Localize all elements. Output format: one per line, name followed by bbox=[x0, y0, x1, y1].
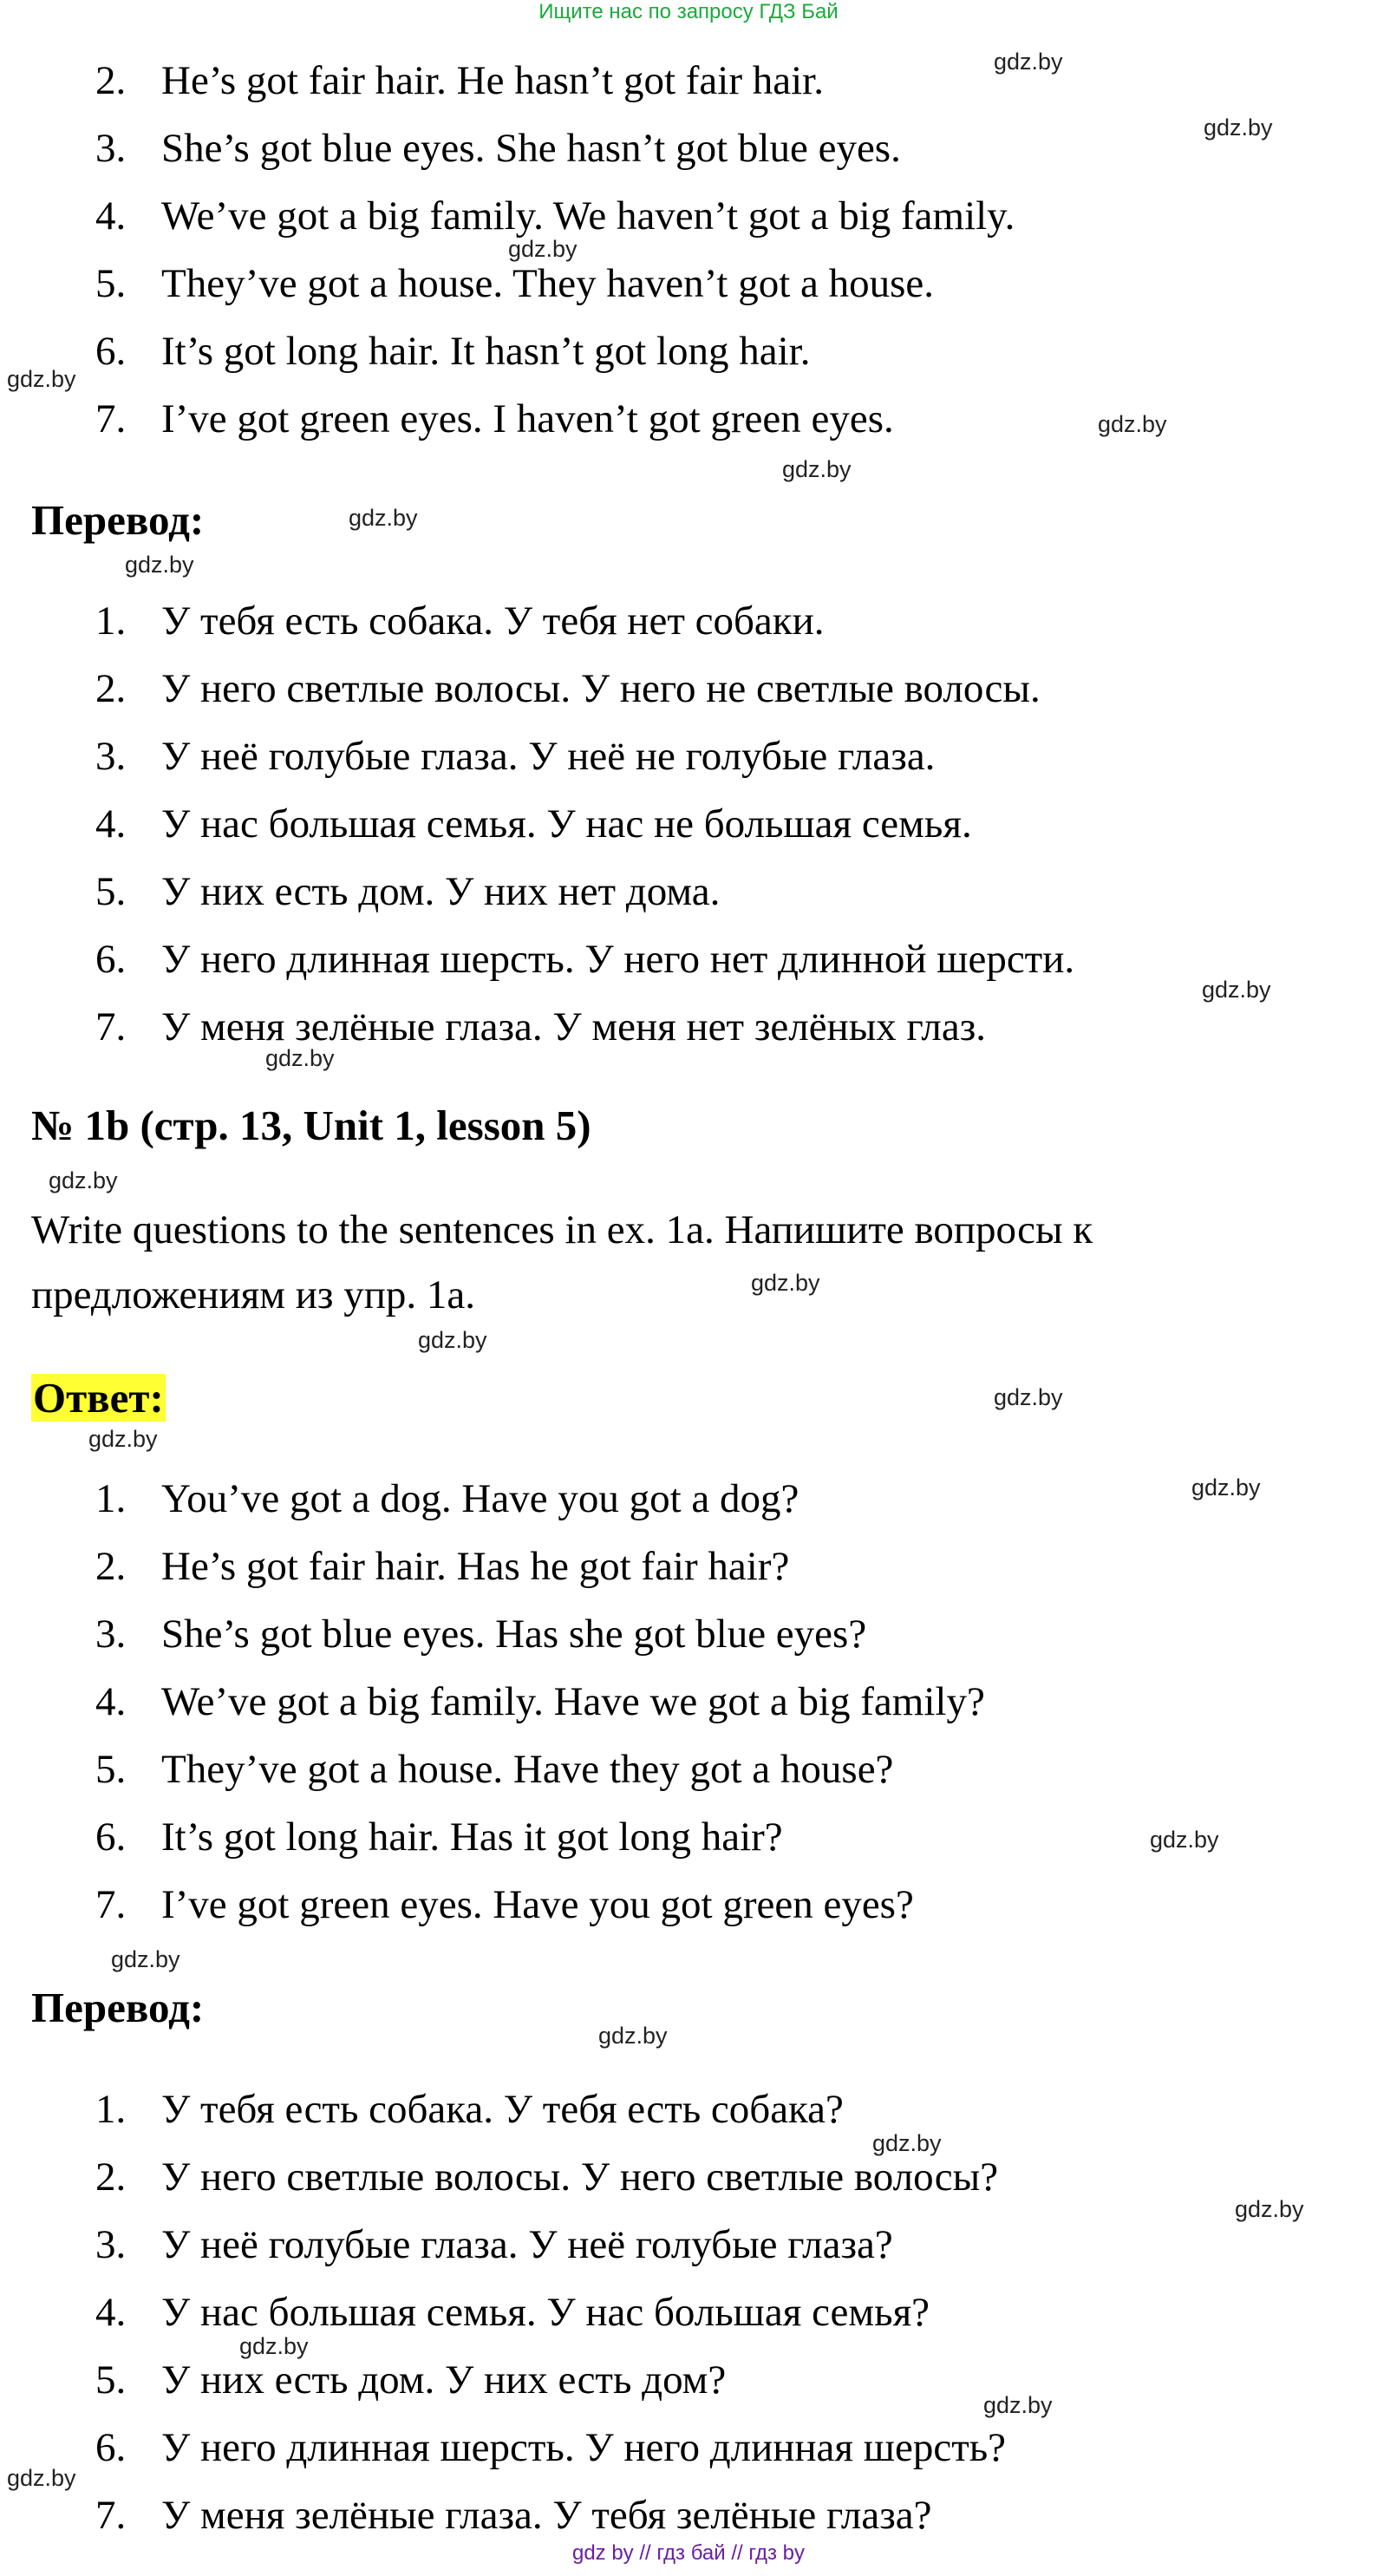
list-item bbox=[0, 1871, 1377, 1939]
answer-heading bbox=[31, 1372, 166, 1424]
item-text: I’ve got green eyes. I haven’t got green eyes. bbox=[161, 396, 894, 441]
item-text: You’ve got a dog. Have you got a dog? bbox=[161, 1476, 799, 1521]
watermark: gdz.by bbox=[349, 505, 418, 531]
top-list bbox=[0, 47, 1377, 453]
list-item bbox=[0, 2143, 1377, 2211]
item-number: 5. bbox=[95, 869, 127, 914]
item-number: 2. bbox=[95, 2154, 127, 2200]
watermark: gdz.by bbox=[88, 1426, 158, 1452]
watermark: gdz.by bbox=[49, 1167, 118, 1193]
list-item bbox=[0, 790, 1377, 858]
item-text: У них есть дом. У них нет дома. bbox=[161, 869, 721, 914]
watermark: gdz.by bbox=[598, 2023, 668, 2049]
translation-list bbox=[0, 2076, 1377, 2549]
item-text: У них есть дом. У них есть дом? bbox=[161, 2357, 727, 2403]
item-text: They’ve got a house. Have they got a house? bbox=[161, 1747, 894, 1792]
item-text: У неё голубые глаза. У неё не голубые глаза. bbox=[161, 734, 936, 779]
item-number: 7. bbox=[95, 1882, 127, 1927]
exercise-heading: № 1b (стр. 13, Unit 1, lesson 5) bbox=[31, 1102, 591, 1149]
watermark: gdz.by bbox=[1191, 1474, 1261, 1500]
list-item bbox=[0, 2346, 1377, 2414]
watermark: gdz.by bbox=[751, 1270, 820, 1296]
item-text: У него длинная шерсть. У него длинная шерсть? bbox=[161, 2425, 1007, 2470]
watermark: gdz.by bbox=[983, 2392, 1053, 2418]
item-number: 1. bbox=[95, 1476, 127, 1521]
top-banner[interactable]: Ищите нас по запросу ГДЗ Бай bbox=[538, 0, 839, 23]
item-text: He’s got fair hair. Has he got fair hair? bbox=[161, 1544, 790, 1589]
item-number: 5. bbox=[95, 1747, 127, 1792]
watermark: gdz.by bbox=[418, 1327, 487, 1353]
watermark: gdz.by bbox=[1235, 2196, 1304, 2222]
list-item bbox=[0, 182, 1377, 250]
item-number: 3. bbox=[95, 126, 127, 171]
list-item bbox=[0, 114, 1377, 182]
list-item bbox=[0, 47, 1377, 114]
item-text: It’s got long hair. Has it got long hair? bbox=[161, 1814, 783, 1860]
list-item bbox=[0, 858, 1377, 925]
item-text: У него длинная шерсть. У него нет длинной шерсти. bbox=[161, 937, 1075, 982]
list-item bbox=[0, 655, 1377, 722]
list-item bbox=[0, 2211, 1377, 2279]
list-item bbox=[0, 2279, 1377, 2346]
item-number: 5. bbox=[95, 2357, 127, 2403]
item-number: 6. bbox=[95, 1814, 127, 1860]
item-number: 3. bbox=[95, 2222, 127, 2267]
list-item bbox=[0, 2414, 1377, 2481]
item-number: 6. bbox=[95, 2425, 127, 2470]
list-item bbox=[0, 317, 1377, 385]
item-text: We’ve got a big family. Have we got a big family? bbox=[161, 1679, 985, 1724]
item-number: 5. bbox=[95, 261, 127, 306]
item-text: He’s got fair hair. He hasn’t got fair hair. bbox=[161, 58, 824, 103]
item-number: 7. bbox=[95, 1004, 127, 1049]
list-item bbox=[0, 1600, 1377, 1668]
item-number: 2. bbox=[95, 58, 127, 103]
list-item bbox=[0, 1668, 1377, 1736]
item-number: 3. bbox=[95, 734, 127, 779]
watermark: gdz.by bbox=[872, 2130, 942, 2156]
watermark: gdz.by bbox=[1150, 1827, 1219, 1853]
item-text: It’s got long hair. It hasn’t got long hair. bbox=[161, 329, 811, 374]
item-number: 4. bbox=[95, 2290, 127, 2335]
watermark: gdz.by bbox=[782, 456, 852, 482]
item-text: They’ve got a house. They haven’t got a house. bbox=[161, 261, 935, 306]
item-text: У меня зелёные глаза. У меня нет зелёных глаз. bbox=[161, 1004, 987, 1049]
watermark: gdz.by bbox=[125, 552, 194, 578]
item-number: 3. bbox=[95, 1612, 127, 1657]
list-item bbox=[0, 722, 1377, 790]
item-text: У нас большая семья. У нас большая семья? bbox=[161, 2290, 930, 2335]
item-number: 4. bbox=[95, 193, 127, 239]
item-number: 7. bbox=[95, 2493, 127, 2538]
list-item bbox=[0, 993, 1377, 1061]
list-item bbox=[0, 587, 1377, 655]
watermark: gdz.by bbox=[265, 1045, 335, 1071]
item-text: У тебя есть собака. У тебя есть собака? bbox=[161, 2087, 844, 2132]
item-text: She’s got blue eyes. She hasn’t got blue eyes. bbox=[161, 126, 901, 171]
item-text: У нас большая семья. У нас не большая семья. bbox=[161, 801, 972, 847]
item-text: We’ve got a big family. We haven’t got a big family. bbox=[161, 193, 1015, 239]
answer-list bbox=[0, 1465, 1377, 1939]
item-number: 2. bbox=[95, 666, 127, 711]
item-number: 1. bbox=[95, 2087, 127, 2132]
translation-heading: Перевод: bbox=[31, 496, 205, 544]
watermark: gdz.by bbox=[7, 366, 76, 392]
translation-list bbox=[0, 587, 1377, 1061]
item-number: 1. bbox=[95, 598, 127, 644]
list-item bbox=[0, 1736, 1377, 1803]
item-number: 6. bbox=[95, 329, 127, 374]
item-text: У него светлые волосы. У него светлые волосы? bbox=[161, 2154, 999, 2200]
list-item bbox=[0, 1465, 1377, 1533]
item-number: 7. bbox=[95, 396, 127, 441]
watermark: gdz.by bbox=[994, 1384, 1063, 1410]
item-text: She’s got blue eyes. Has she got blue eyes? bbox=[161, 1612, 867, 1657]
list-item bbox=[0, 250, 1377, 317]
task-line: предложениям из упр. 1a. bbox=[31, 1272, 475, 1317]
item-text: У неё голубые глаза. У неё голубые глаза? bbox=[161, 2222, 893, 2267]
item-text: У него светлые волосы. У него не светлые волосы. bbox=[161, 666, 1041, 711]
item-text: У меня зелёные глаза. У тебя зелёные глаза? bbox=[161, 2493, 932, 2538]
watermark: gdz.by bbox=[994, 49, 1063, 75]
list-item bbox=[0, 2076, 1377, 2143]
item-number: 6. bbox=[95, 937, 127, 982]
item-text: У тебя есть собака. У тебя нет собаки. bbox=[161, 598, 825, 644]
watermark: gdz.by bbox=[1098, 411, 1167, 437]
item-number: 2. bbox=[95, 1544, 127, 1589]
translation-heading: Перевод: bbox=[31, 1984, 205, 2031]
task-line: Write questions to the sentences in ex. 1a. Напишите вопросы к bbox=[31, 1207, 1093, 1252]
item-text: I’ve got green eyes. Have you got green eyes? bbox=[161, 1882, 914, 1927]
watermark: gdz.by bbox=[1202, 977, 1271, 1003]
watermark: gdz.by bbox=[1204, 114, 1273, 141]
list-item bbox=[0, 385, 1377, 453]
item-number: 4. bbox=[95, 1679, 127, 1724]
watermark: gdz.by bbox=[508, 236, 578, 262]
list-item bbox=[0, 1533, 1377, 1600]
answer-label: Ответ: bbox=[33, 1374, 164, 1422]
bottom-banner[interactable]: gdz by // гдз бай // гдз by bbox=[571, 2541, 806, 2565]
watermark: gdz.by bbox=[7, 2465, 76, 2491]
item-number: 4. bbox=[95, 801, 127, 847]
watermark: gdz.by bbox=[239, 2333, 309, 2359]
list-item bbox=[0, 925, 1377, 993]
watermark: gdz.by bbox=[111, 1946, 180, 1972]
